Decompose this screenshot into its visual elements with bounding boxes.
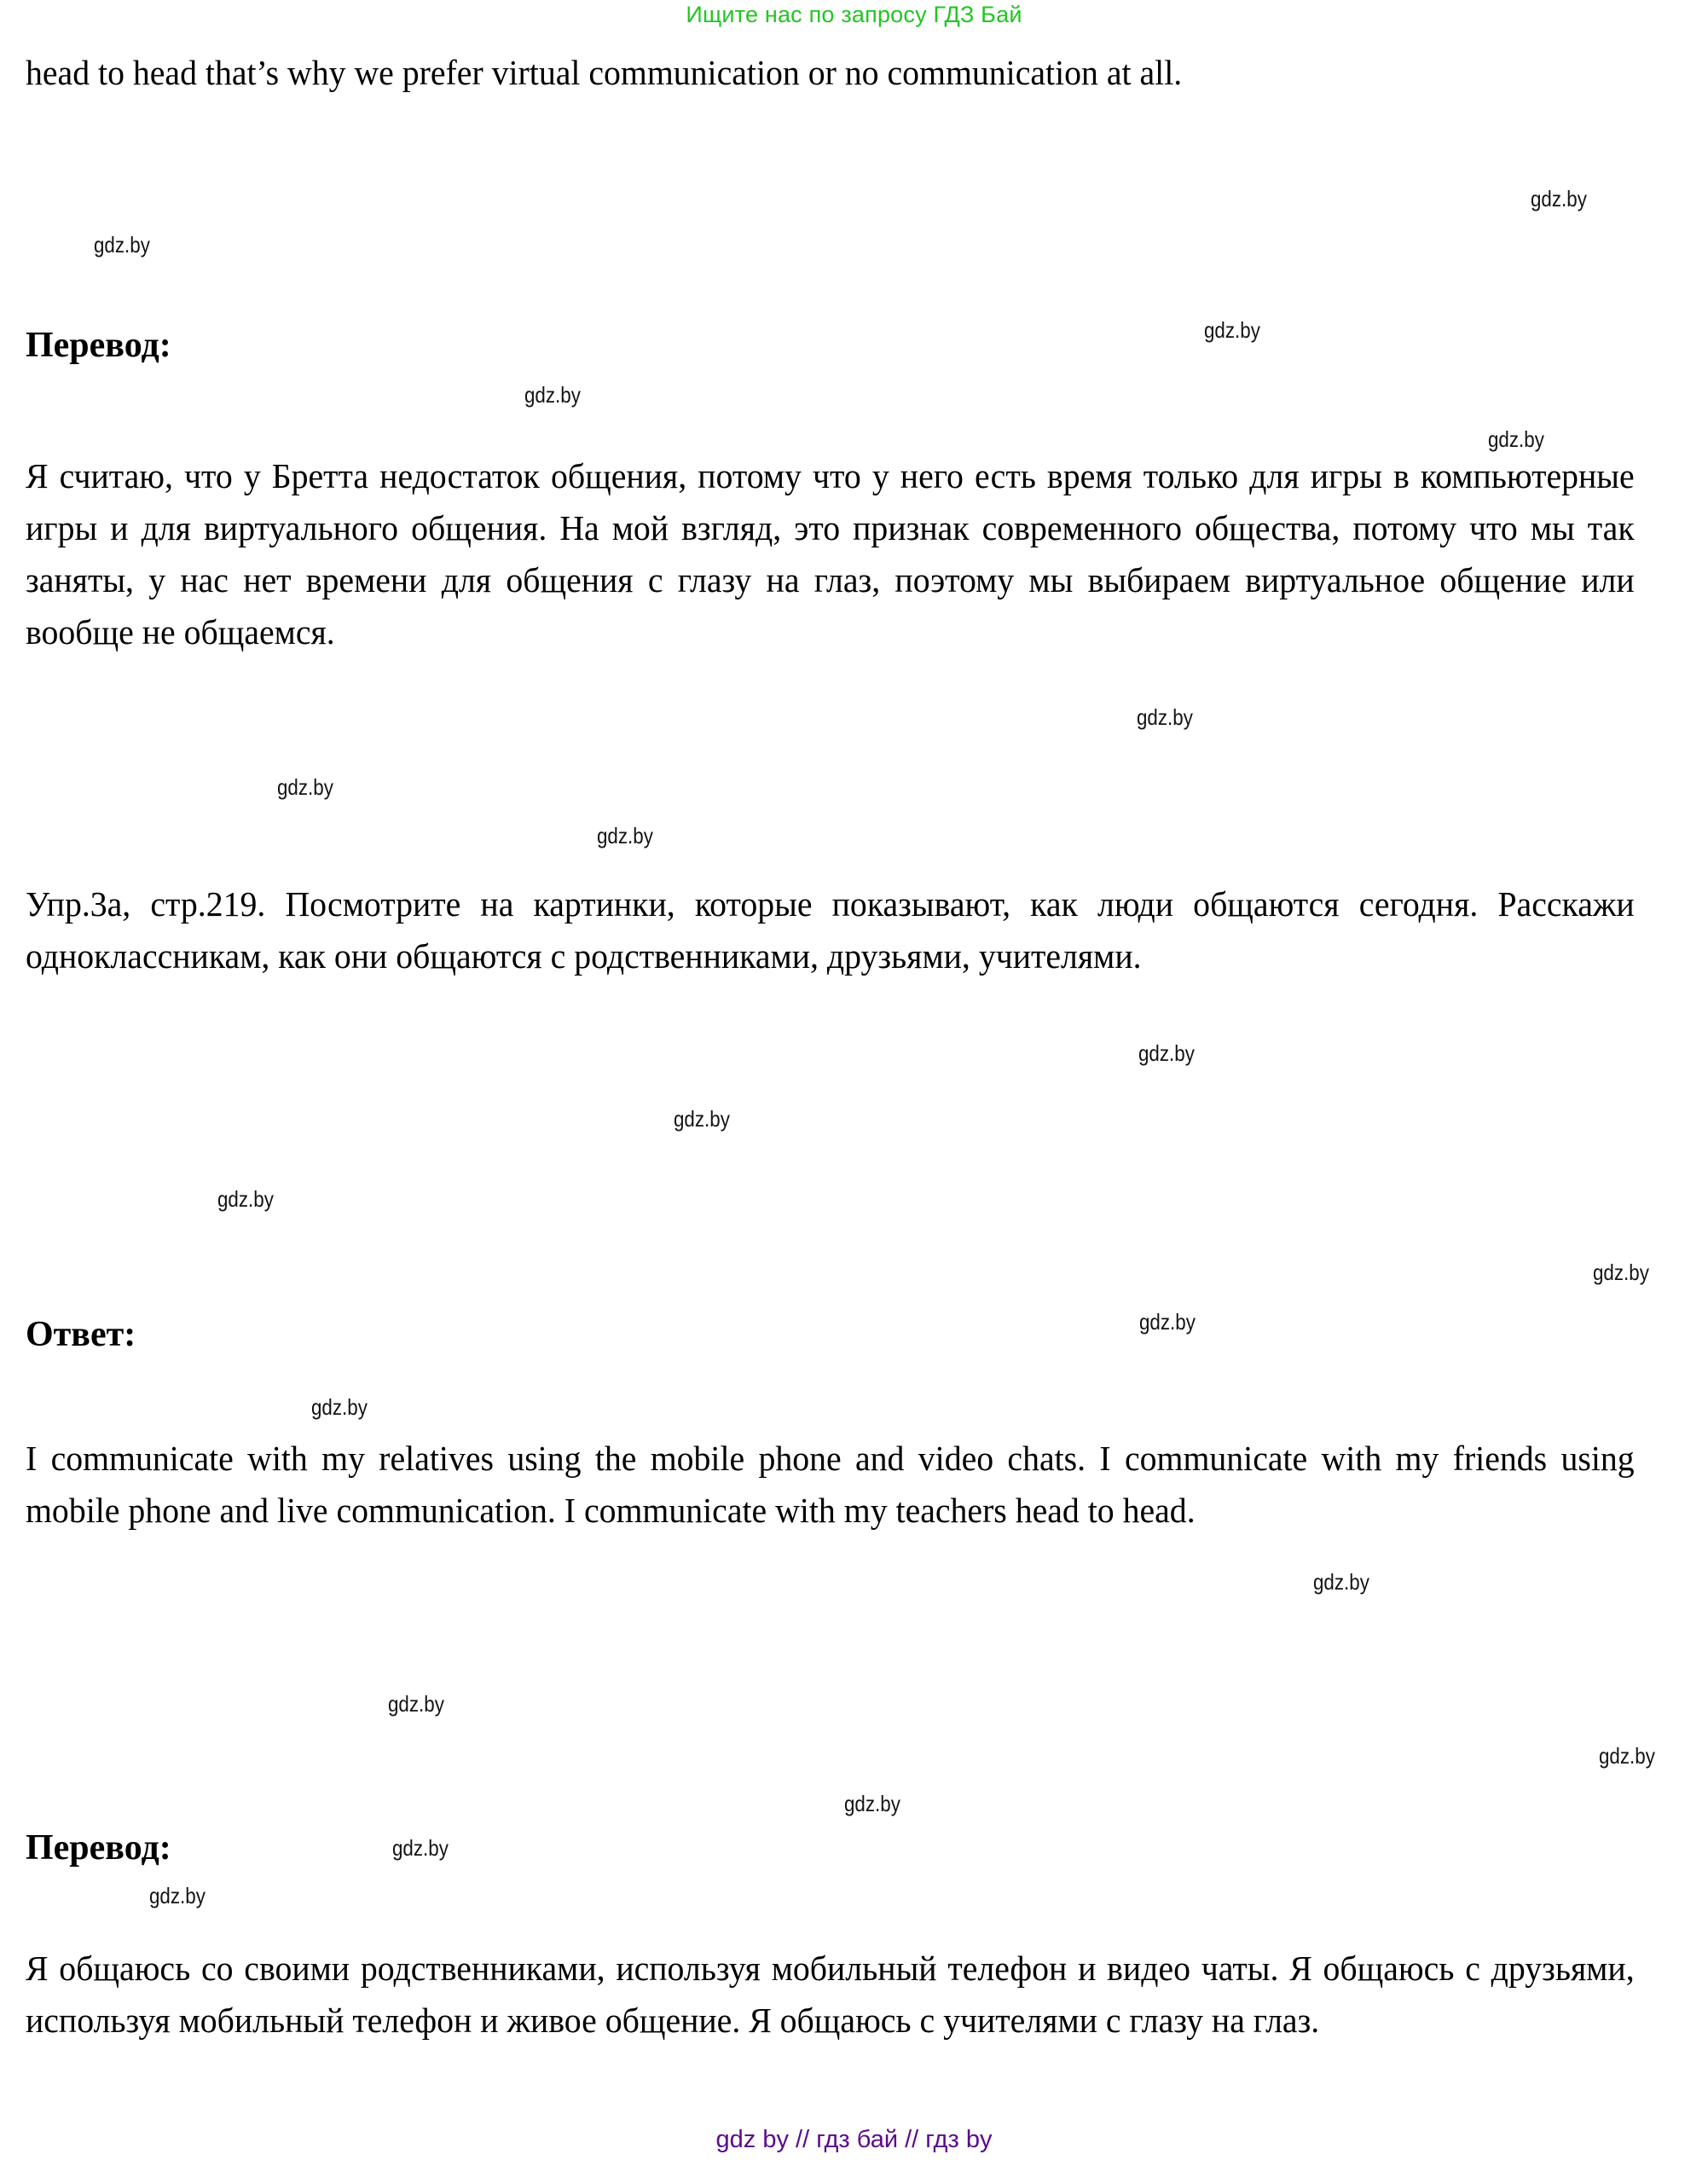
watermark: gdz.by [674, 1106, 730, 1132]
watermark: gdz.by [1204, 317, 1260, 343]
english-continuation-paragraph: head to head that’s why we prefer virtual communication or no communication at all. [26, 53, 1183, 92]
watermark: gdz.by [844, 1791, 900, 1816]
russian-translation-1-paragraph: Я считаю, что у Бретта недостаток общения, потому что у него есть время только для игры в компьютерные игры и для виртуального общения. На мой взгляд, это признак современного общества, потому что мы так заняты, у нас нет времени для общения с глазу на глаз, поэтому мы выбираем виртуальное общение или вообще не общаемся. [26, 456, 1635, 652]
english-answer-block [26, 1433, 1684, 1537]
watermark: gdz.by [1137, 704, 1193, 730]
translation-heading-2: Перевод: [26, 1828, 171, 1868]
exercise-task-paragraph: Упр.3а, стр.219. Посмотрите на картинки, которые показывают, как люди общаются сегодня. Расскажи одноклассникам, как они общаются с родственниками, друзьями, учителями. [26, 884, 1635, 976]
promo-banner: Ищите нас по запросу ГДЗ Бай [686, 2, 1022, 27]
english-answer-paragraph: I communicate with my relatives using the mobile phone and video chats. I communicate with my friends using mobile phone and live communication. I communicate with my teachers head to head. [26, 1439, 1635, 1530]
watermark: gdz.by [1599, 1743, 1655, 1769]
watermark: gdz.by [277, 774, 333, 800]
russian-translation-1-block [26, 450, 1684, 658]
answer-heading: Ответ: [26, 1315, 136, 1354]
exercise-task-block [26, 878, 1684, 982]
watermark: gdz.by [392, 1835, 449, 1861]
watermark: gdz.by [597, 823, 653, 848]
watermark: gdz.by [1138, 1040, 1195, 1066]
watermark: gdz.by [388, 1691, 444, 1717]
watermark: gdz.by [1488, 426, 1544, 452]
russian-translation-2-block [26, 1943, 1684, 2047]
watermark: gdz.by [1531, 186, 1587, 211]
watermark: gdz.by [94, 232, 150, 258]
translation-heading-1-block [26, 322, 1684, 368]
english-continuation-block [26, 47, 1684, 99]
answer-heading-block [26, 1312, 1684, 1358]
watermark: gdz.by [311, 1394, 368, 1420]
watermark: gdz.by [149, 1883, 206, 1908]
translation-heading-2-block [26, 1825, 1684, 1871]
watermark: gdz.by [1593, 1260, 1649, 1285]
footer-links: gdz by // гдз бай // гдз by [715, 2126, 993, 2153]
watermark: gdz.by [1139, 1309, 1196, 1335]
translation-heading-1: Перевод: [26, 326, 171, 365]
watermark: gdz.by [524, 382, 581, 408]
watermark: gdz.by [1313, 1569, 1369, 1595]
watermark: gdz.by [217, 1186, 274, 1212]
russian-translation-2-paragraph: Я общаюсь со своими родственниками, используя мобильный телефон и видео чаты. Я общаюсь с друзьями, используя мобильный телефон и живое общение. Я общаюсь с учителями с глазу на глаз. [26, 1949, 1635, 2040]
